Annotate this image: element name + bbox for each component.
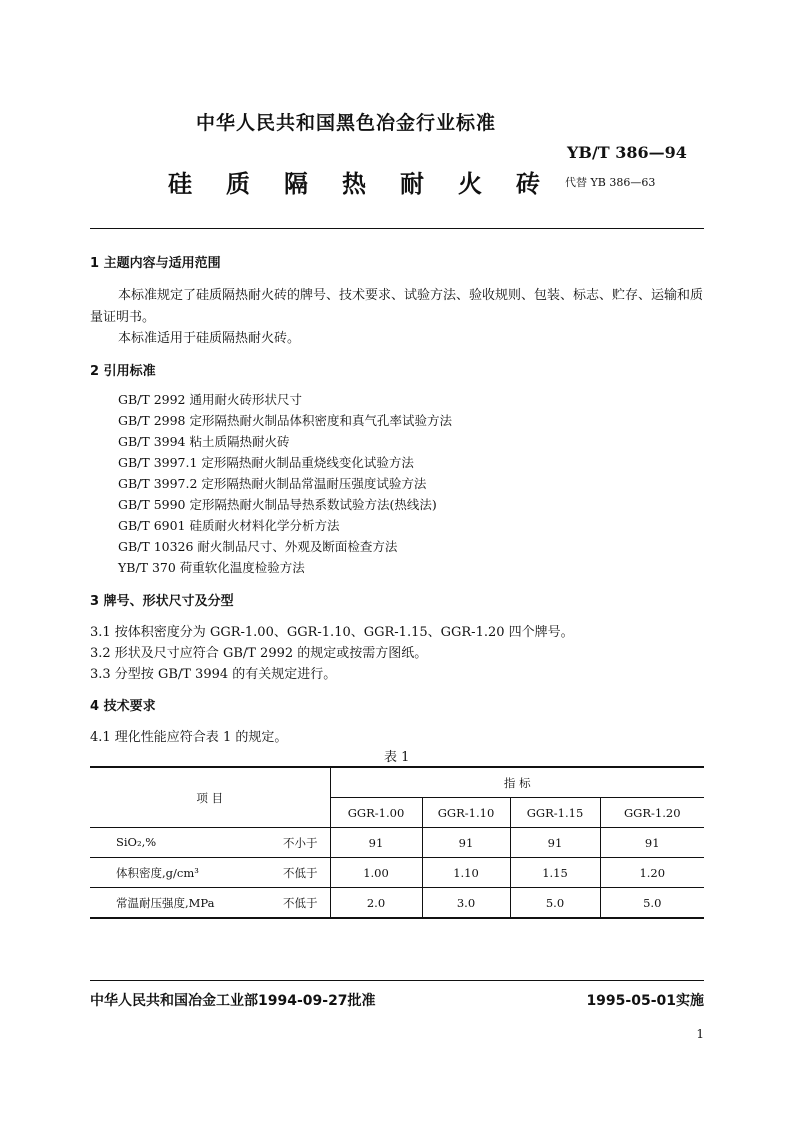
grade-header: GGR-1.15 bbox=[510, 798, 600, 828]
approval-statement: 中华人民共和国冶金工业部1994-09-27批准 bbox=[90, 993, 376, 1009]
table-cell: 91 bbox=[330, 828, 422, 858]
row-property: 体积密度,g/cm³ bbox=[116, 865, 199, 880]
table-cell: 5.0 bbox=[600, 888, 704, 919]
section-3-heading: 3 牌号、形状尺寸及分型 bbox=[90, 594, 234, 609]
table-header-item: 项 目 bbox=[90, 767, 330, 828]
grade-header: GGR-1.00 bbox=[330, 798, 422, 828]
page-number: 1 bbox=[696, 1027, 704, 1041]
header-rule bbox=[90, 228, 704, 229]
ref-item: GB/T 3994 粘土质隔热耐火砖 bbox=[118, 434, 290, 449]
footer-rule bbox=[90, 980, 704, 981]
row-property: 常温耐压强度,MPa bbox=[116, 895, 215, 910]
section-2-heading: 2 引用标准 bbox=[90, 364, 156, 379]
effective-date: 1995-05-01实施 bbox=[586, 993, 704, 1009]
table-row bbox=[90, 888, 704, 919]
table-cell: 1.20 bbox=[600, 858, 704, 888]
table-cell: 91 bbox=[422, 828, 510, 858]
row-property: SiO₂,% bbox=[116, 834, 157, 849]
standard-code: YB/T 386—94 bbox=[567, 143, 687, 162]
row-limit: 不低于 bbox=[283, 865, 318, 880]
table-cell: 91 bbox=[510, 828, 600, 858]
table-row bbox=[90, 828, 704, 858]
table-cell: 91 bbox=[600, 828, 704, 858]
ref-item: GB/T 3997.1 定形隔热耐火制品重烧线变化试验方法 bbox=[118, 455, 414, 470]
table-cell: 1.15 bbox=[510, 858, 600, 888]
table-cell: 2.0 bbox=[330, 888, 422, 919]
ref-item: GB/T 3997.2 定形隔热耐火制品常温耐压强度试验方法 bbox=[118, 476, 427, 491]
section-4-heading: 4 技术要求 bbox=[90, 699, 156, 714]
clause-4-1: 4.1 理化性能应符合表 1 的规定。 bbox=[90, 730, 288, 745]
document-title: 硅质隔热耐火砖 bbox=[168, 170, 574, 198]
row-limit: 不低于 bbox=[283, 895, 318, 910]
table-cell: 5.0 bbox=[510, 888, 600, 919]
section-1-para-1-line-1: 本标准规定了硅质隔热耐火砖的牌号、技术要求、试验方法、验收规则、包装、标志、贮存、运输和质 bbox=[118, 288, 704, 303]
ref-item: GB/T 6901 硅质耐火材料化学分析方法 bbox=[118, 518, 340, 533]
row-limit: 不小于 bbox=[283, 835, 318, 850]
section-1-heading: 1 主题内容与适用范围 bbox=[90, 256, 221, 271]
ref-item: GB/T 10326 耐火制品尺寸、外观及断面检查方法 bbox=[118, 539, 398, 554]
ref-item: YB/T 370 荷重软化温度检验方法 bbox=[118, 560, 305, 575]
clause-3-3: 3.3 分型按 GB/T 3994 的有关规定进行。 bbox=[90, 667, 337, 682]
grade-header: GGR-1.10 bbox=[422, 798, 510, 828]
clause-3-1: 3.1 按体积密度分为 GGR-1.00、GGR-1.10、GGR-1.15、GGR-1.20 四个牌号。 bbox=[90, 625, 574, 640]
ref-item: GB/T 5990 定形隔热耐火制品导热系数试验方法(热线法) bbox=[118, 497, 437, 512]
issuing-organization: 中华人民共和国黑色冶金行业标准 bbox=[196, 112, 497, 134]
table-header-index: 指 标 bbox=[330, 767, 704, 798]
table-1-caption: 表 1 bbox=[384, 750, 410, 765]
section-1-para-2: 本标准适用于硅质隔热耐火砖。 bbox=[118, 331, 301, 346]
grade-header: GGR-1.20 bbox=[600, 798, 704, 828]
ref-item: GB/T 2992 通用耐火砖形状尺寸 bbox=[118, 392, 302, 407]
replaces-standard: 代替 YB 386—63 bbox=[565, 176, 656, 189]
table-cell: 1.10 bbox=[422, 858, 510, 888]
table-1 bbox=[90, 766, 704, 919]
table-cell: 1.00 bbox=[330, 858, 422, 888]
table-cell: 3.0 bbox=[422, 888, 510, 919]
ref-item: GB/T 2998 定形隔热耐火制品体积密度和真气孔率试验方法 bbox=[118, 413, 452, 428]
clause-3-2: 3.2 形状及尺寸应符合 GB/T 2992 的规定或按需方图纸。 bbox=[90, 646, 428, 661]
table-row bbox=[90, 858, 704, 888]
section-1-para-1-line-2: 量证明书。 bbox=[90, 310, 156, 325]
